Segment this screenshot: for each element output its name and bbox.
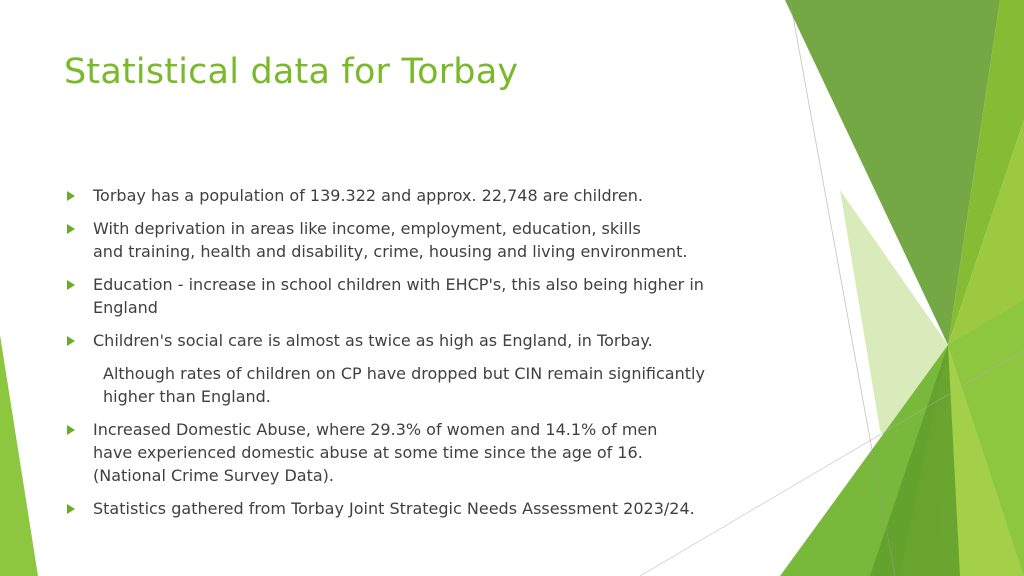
bullet-text-line: have experienced domestic abuse at some time since the age of 16. <box>93 443 643 462</box>
bullet-text-line: Increased Domestic Abuse, where 29.3% of women and 14.1% of men <box>93 420 658 439</box>
sub-paragraph-line: Although rates of children on CP have dropped but CIN remain significantly <box>103 364 705 383</box>
triangle-arrow-right-icon <box>67 280 75 290</box>
bullet-text-line: With deprivation in areas like income, employment, education, skills <box>93 219 641 238</box>
bullet-text-line: Statistics gathered from Torbay Joint Strategic Needs Assessment 2023/24. <box>93 499 695 518</box>
bullet-item <box>64 217 764 263</box>
triangle-arrow-right-icon <box>67 336 75 346</box>
bullet-item <box>64 329 764 352</box>
triangle-arrow-right-icon <box>67 191 75 201</box>
slide-title: Statistical data for Torbay <box>64 52 519 92</box>
bullet-text-line: and training, health and disability, crime, housing and living environment. <box>93 242 688 261</box>
bullet-item <box>64 418 764 487</box>
bullet-item <box>64 273 764 319</box>
triangle-arrow-right-icon <box>67 224 75 234</box>
triangle-arrow-right-icon <box>67 425 75 435</box>
bullet-item <box>64 497 764 520</box>
bullet-text-line: Children's social care is almost as twice as high as England, in Torbay. <box>93 331 653 350</box>
bullet-text-line: Education - increase in school children with EHCP's, this also being higher in <box>93 275 704 294</box>
sub-paragraph <box>64 362 764 408</box>
bullet-list <box>64 184 764 520</box>
bullet-item <box>64 184 764 207</box>
bullet-text-line: (National Crime Survey Data). <box>93 466 334 485</box>
triangle-arrow-right-icon <box>67 504 75 514</box>
bullet-text-line: Torbay has a population of 139.322 and approx. 22,748 are children. <box>93 186 643 205</box>
sub-paragraph-line: higher than England. <box>103 387 271 406</box>
bullet-text-line: England <box>93 298 158 317</box>
